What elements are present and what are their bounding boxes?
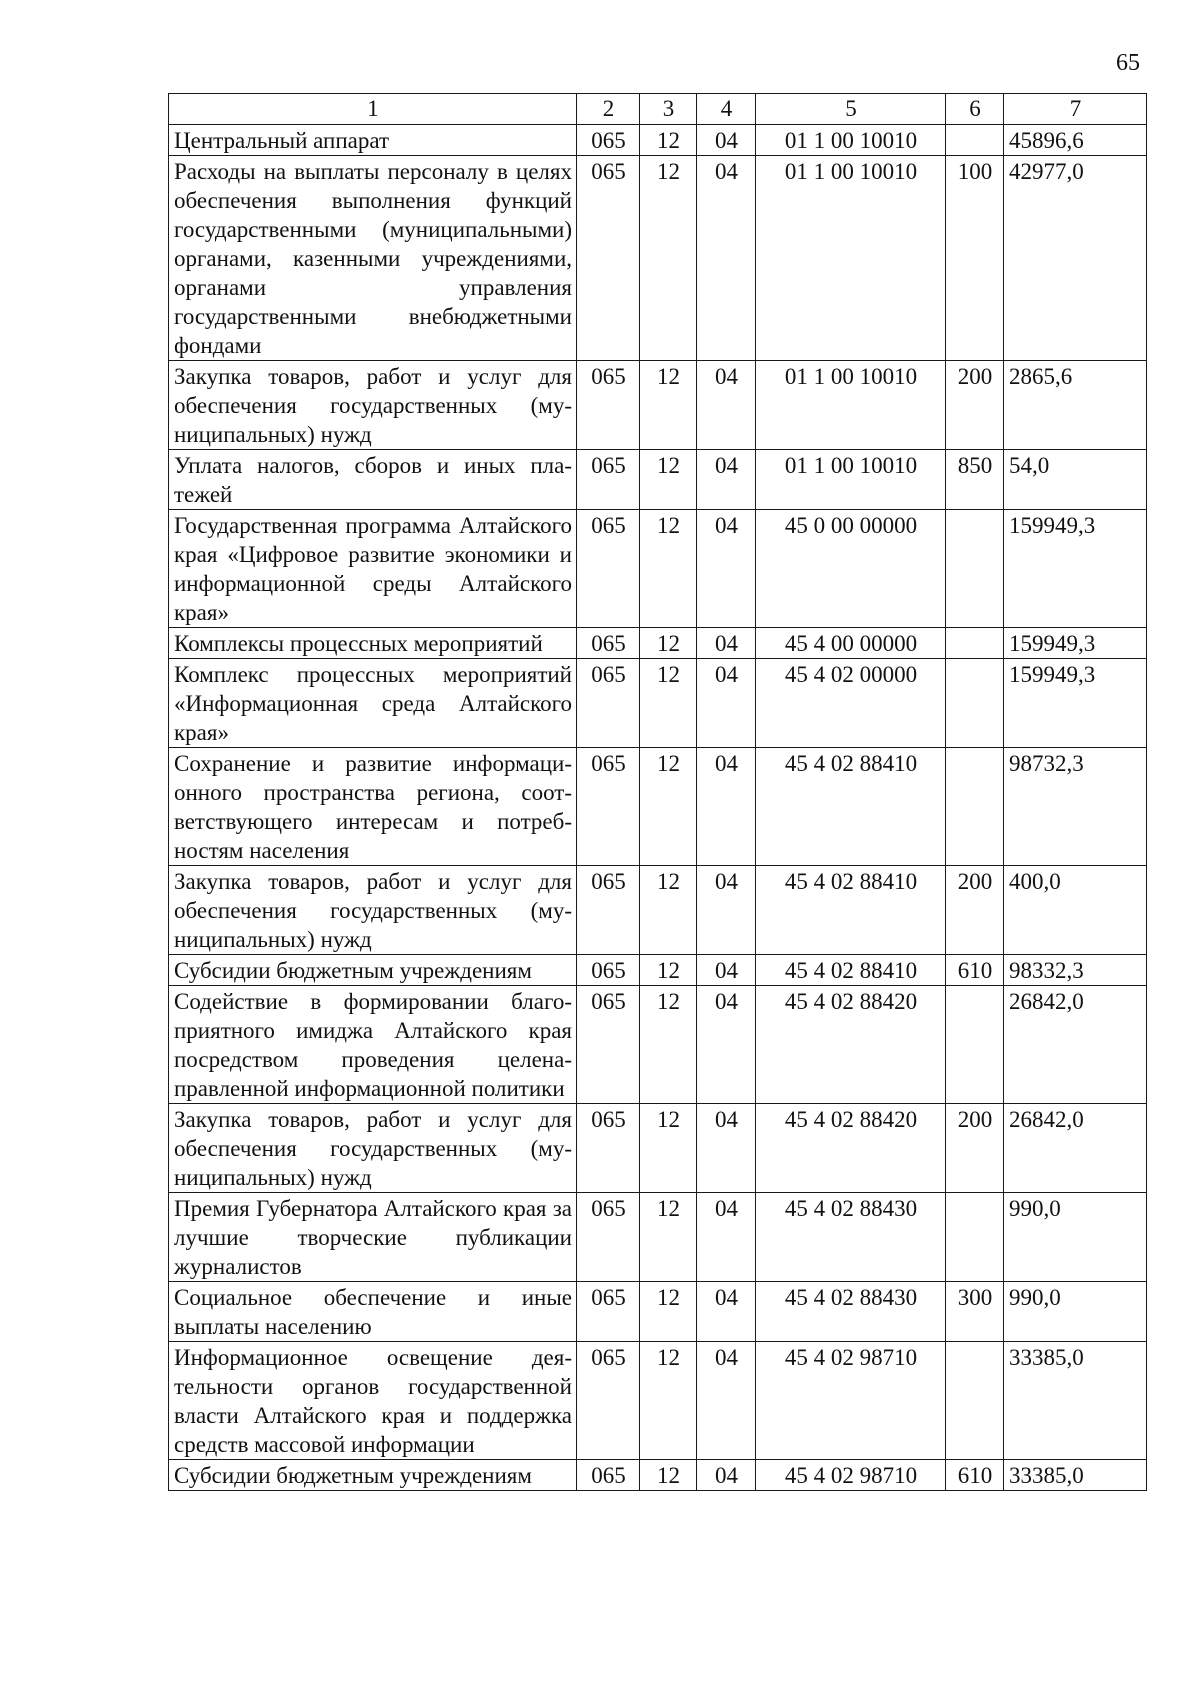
section-code-cell: 12 <box>640 866 697 955</box>
admin-code-cell: 065 <box>577 1193 640 1282</box>
subsection-code-cell: 04 <box>697 1104 756 1193</box>
subsection-code-cell: 04 <box>697 125 756 156</box>
subsection-code-cell: 04 <box>697 156 756 361</box>
target-article-cell: 45 4 02 88420 <box>756 1104 946 1193</box>
expense-type-cell: 610 <box>946 955 1004 986</box>
target-article-cell: 01 1 00 10010 <box>756 125 946 156</box>
admin-code-cell: 065 <box>577 986 640 1104</box>
target-article-cell: 45 4 02 88420 <box>756 986 946 1104</box>
expense-type-cell <box>946 125 1004 156</box>
expense-name-cell: Комплекс процессных мероприятий «Информационная среда Алтайского края» <box>169 659 577 748</box>
expense-name-cell: Расходы на выплаты персоналу в целях обеспечения выполнения функций государственными (муниципальными) органами, казенными учреждениями, органами управления государственными внебюджетными фондами <box>169 156 577 361</box>
expense-type-cell: 610 <box>946 1460 1004 1491</box>
budget-table <box>168 93 1147 1491</box>
expense-type-cell <box>946 1342 1004 1460</box>
amount-cell: 400,0 <box>1004 866 1147 955</box>
amount-cell: 42977,0 <box>1004 156 1147 361</box>
section-code-cell: 12 <box>640 986 697 1104</box>
expense-type-cell: 200 <box>946 1104 1004 1193</box>
column-header: 6 <box>946 94 1004 125</box>
amount-cell: 26842,0 <box>1004 986 1147 1104</box>
expense-name-cell: Комплексы процессных мероприятий <box>169 628 577 659</box>
admin-code-cell: 065 <box>577 156 640 361</box>
table-row <box>169 986 1147 1104</box>
table-row <box>169 748 1147 866</box>
target-article-cell: 45 4 02 88410 <box>756 866 946 955</box>
admin-code-cell: 065 <box>577 866 640 955</box>
section-code-cell: 12 <box>640 1193 697 1282</box>
expense-type-cell <box>946 986 1004 1104</box>
section-code-cell: 12 <box>640 955 697 986</box>
section-code-cell: 12 <box>640 156 697 361</box>
expense-name-cell: Закупка товаров, работ и услуг для обеспечения государственных (муниципальных) нужд <box>169 1104 577 1193</box>
table-row <box>169 361 1147 450</box>
expense-type-cell: 850 <box>946 450 1004 510</box>
section-code-cell: 12 <box>640 1342 697 1460</box>
expense-name-cell: Содействие в формировании благоприятного имиджа Алтайского края посредством проведения целенаправленной информационной политики <box>169 986 577 1104</box>
expense-type-cell: 300 <box>946 1282 1004 1342</box>
target-article-cell: 01 1 00 10010 <box>756 361 946 450</box>
expense-type-cell <box>946 659 1004 748</box>
table-row <box>169 628 1147 659</box>
section-code-cell: 12 <box>640 1460 697 1491</box>
admin-code-cell: 065 <box>577 748 640 866</box>
amount-cell: 54,0 <box>1004 450 1147 510</box>
subsection-code-cell: 04 <box>697 450 756 510</box>
amount-cell: 159949,3 <box>1004 628 1147 659</box>
subsection-code-cell: 04 <box>697 748 756 866</box>
section-code-cell: 12 <box>640 628 697 659</box>
expense-name-cell: Субсидии бюджетным учреждениям <box>169 1460 577 1491</box>
expense-type-cell: 100 <box>946 156 1004 361</box>
table-row <box>169 1342 1147 1460</box>
subsection-code-cell: 04 <box>697 955 756 986</box>
admin-code-cell: 065 <box>577 659 640 748</box>
admin-code-cell: 065 <box>577 125 640 156</box>
amount-cell: 2865,6 <box>1004 361 1147 450</box>
column-header: 3 <box>640 94 697 125</box>
expense-type-cell <box>946 510 1004 628</box>
target-article-cell: 45 4 02 88410 <box>756 748 946 866</box>
amount-cell: 159949,3 <box>1004 659 1147 748</box>
amount-cell: 990,0 <box>1004 1193 1147 1282</box>
table-row <box>169 866 1147 955</box>
expense-type-cell <box>946 748 1004 866</box>
expense-name-cell: Закупка товаров, работ и услуг для обеспечения государственных (муниципальных) нужд <box>169 866 577 955</box>
table-body <box>169 125 1147 1491</box>
admin-code-cell: 065 <box>577 1460 640 1491</box>
amount-cell: 33385,0 <box>1004 1460 1147 1491</box>
admin-code-cell: 065 <box>577 628 640 659</box>
expense-type-cell: 200 <box>946 361 1004 450</box>
column-header: 1 <box>169 94 577 125</box>
section-code-cell: 12 <box>640 510 697 628</box>
section-code-cell: 12 <box>640 1104 697 1193</box>
expense-type-cell <box>946 628 1004 659</box>
expense-name-cell: Государственная программа Алтайского края «Цифровое развитие экономики и информационной среды Алтайского края» <box>169 510 577 628</box>
target-article-cell: 45 4 02 98710 <box>756 1460 946 1491</box>
amount-cell: 98732,3 <box>1004 748 1147 866</box>
section-code-cell: 12 <box>640 659 697 748</box>
subsection-code-cell: 04 <box>697 659 756 748</box>
table-row <box>169 450 1147 510</box>
subsection-code-cell: 04 <box>697 866 756 955</box>
expense-name-cell: Уплата налогов, сборов и иных платежей <box>169 450 577 510</box>
expense-name-cell: Социальное обеспечение и иные выплаты населению <box>169 1282 577 1342</box>
table-row <box>169 955 1147 986</box>
target-article-cell: 45 4 02 88410 <box>756 955 946 986</box>
admin-code-cell: 065 <box>577 361 640 450</box>
subsection-code-cell: 04 <box>697 510 756 628</box>
column-header: 2 <box>577 94 640 125</box>
subsection-code-cell: 04 <box>697 1282 756 1342</box>
amount-cell: 159949,3 <box>1004 510 1147 628</box>
admin-code-cell: 065 <box>577 1104 640 1193</box>
section-code-cell: 12 <box>640 450 697 510</box>
expense-name-cell: Сохранение и развитие информационного пространства региона, соответствующего интересам и потребностям населения <box>169 748 577 866</box>
subsection-code-cell: 04 <box>697 628 756 659</box>
amount-cell: 33385,0 <box>1004 1342 1147 1460</box>
section-code-cell: 12 <box>640 125 697 156</box>
table-row <box>169 510 1147 628</box>
table-row <box>169 1104 1147 1193</box>
admin-code-cell: 065 <box>577 510 640 628</box>
expense-name-cell: Центральный аппарат <box>169 125 577 156</box>
amount-cell: 45896,6 <box>1004 125 1147 156</box>
subsection-code-cell: 04 <box>697 986 756 1104</box>
section-code-cell: 12 <box>640 361 697 450</box>
amount-cell: 990,0 <box>1004 1282 1147 1342</box>
page-number: 65 <box>1116 50 1140 76</box>
table-row <box>169 125 1147 156</box>
section-code-cell: 12 <box>640 748 697 866</box>
target-article-cell: 45 4 02 98710 <box>756 1342 946 1460</box>
table-row <box>169 1282 1147 1342</box>
subsection-code-cell: 04 <box>697 1193 756 1282</box>
section-code-cell: 12 <box>640 1282 697 1342</box>
expense-name-cell: Премия Губернатора Алтайского края за лучшие творческие публикации журналистов <box>169 1193 577 1282</box>
column-header: 7 <box>1004 94 1147 125</box>
expense-name-cell: Закупка товаров, работ и услуг для обеспечения государственных (муниципальных) нужд <box>169 361 577 450</box>
subsection-code-cell: 04 <box>697 361 756 450</box>
amount-cell: 26842,0 <box>1004 1104 1147 1193</box>
table-row <box>169 1193 1147 1282</box>
expense-name-cell: Информационное освещение деятельности органов государственной власти Алтайского края и поддержка средств массовой информации <box>169 1342 577 1460</box>
table-row <box>169 1460 1147 1491</box>
admin-code-cell: 065 <box>577 955 640 986</box>
expense-type-cell <box>946 1193 1004 1282</box>
target-article-cell: 01 1 00 10010 <box>756 450 946 510</box>
table-row <box>169 156 1147 361</box>
column-header: 5 <box>756 94 946 125</box>
admin-code-cell: 065 <box>577 1342 640 1460</box>
target-article-cell: 45 0 00 00000 <box>756 510 946 628</box>
subsection-code-cell: 04 <box>697 1460 756 1491</box>
target-article-cell: 45 4 02 88430 <box>756 1193 946 1282</box>
header-row <box>169 94 1147 125</box>
column-header: 4 <box>697 94 756 125</box>
expense-name-cell: Субсидии бюджетным учреждениям <box>169 955 577 986</box>
subsection-code-cell: 04 <box>697 1342 756 1460</box>
target-article-cell: 45 4 02 00000 <box>756 659 946 748</box>
target-article-cell: 45 4 02 88430 <box>756 1282 946 1342</box>
admin-code-cell: 065 <box>577 450 640 510</box>
target-article-cell: 45 4 00 00000 <box>756 628 946 659</box>
expense-type-cell: 200 <box>946 866 1004 955</box>
admin-code-cell: 065 <box>577 1282 640 1342</box>
amount-cell: 98332,3 <box>1004 955 1147 986</box>
target-article-cell: 01 1 00 10010 <box>756 156 946 361</box>
table-row <box>169 659 1147 748</box>
